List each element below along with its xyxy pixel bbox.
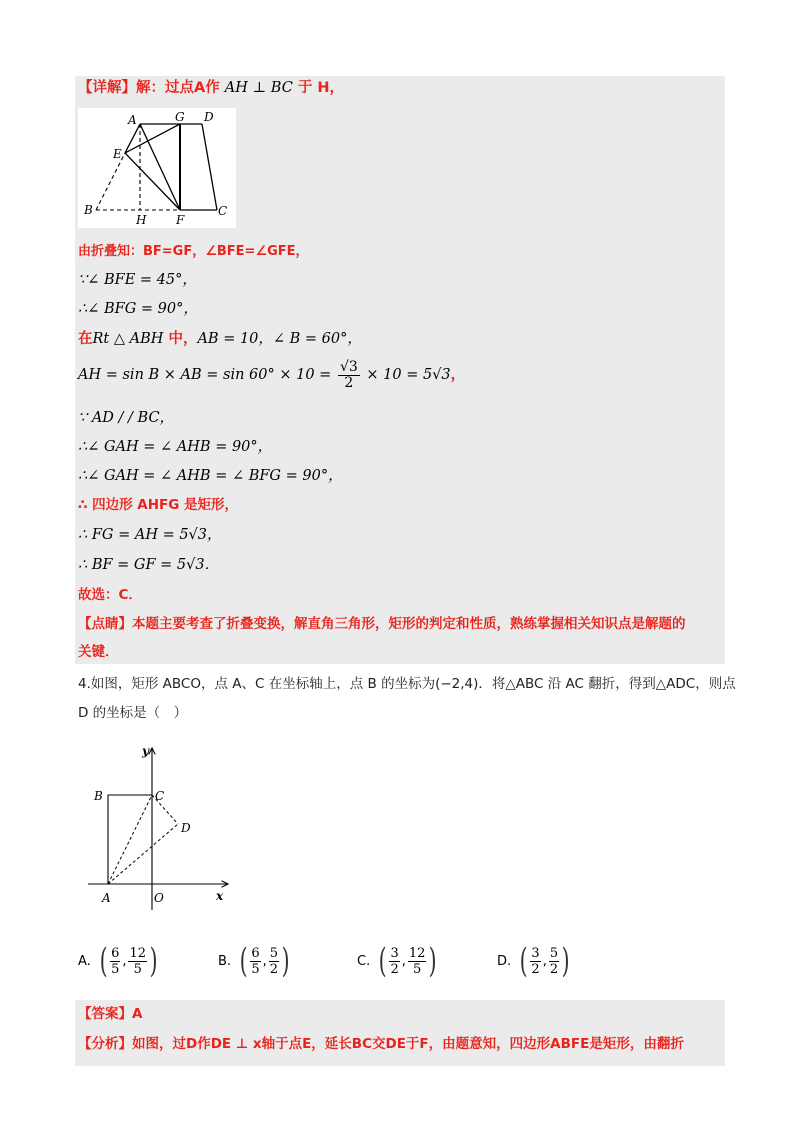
comment-tail: 关键．: [78, 644, 119, 660]
answer-value: A: [132, 1006, 143, 1022]
label-c: C: [218, 204, 228, 218]
question-line-1: 4.如图，矩形 ABCO，点 A、C 在坐标轴上，点 B 的坐标为(−2,4)．将△ABC 沿 AC 翻折，得到△ADC，则点: [78, 676, 736, 692]
segment-ac-dashed: [108, 795, 152, 884]
step-rt-abh: 在Rt △ ABH 中，AB = 10，∠ B = 60°，: [78, 331, 362, 347]
option-a-x: 6 5: [111, 945, 120, 977]
answer-shade: [75, 1000, 725, 1066]
label-a: A: [128, 113, 137, 127]
label-c2: C: [155, 789, 165, 803]
answer-tag: 【答案】: [78, 1006, 132, 1022]
answer: [78, 1004, 142, 1024]
option-b-x: 6 5: [251, 945, 260, 977]
label-e: E: [113, 147, 122, 161]
final-choice: 故选：C．: [78, 587, 142, 603]
step-ah-value: AH = sin B × AB = sin 60° × 10 = $\frac{√3}{2}$ × 10 = 5√3，: [78, 358, 466, 391]
option-b-y: 5 2: [269, 945, 279, 977]
label-h: H: [136, 213, 147, 227]
label-a2: A: [102, 891, 111, 905]
segment-ad-dashed: [108, 824, 178, 884]
label-x: x: [216, 889, 224, 903]
comment-tag: 【点睛】: [78, 616, 132, 632]
option-d-x: 3 2: [531, 945, 540, 977]
step-bfe-45: ∵∠ BFE = 45°，: [78, 272, 197, 288]
option-c-x: 3 2: [390, 945, 399, 977]
option-d-y: 5 2: [549, 945, 559, 977]
fold-figure: [78, 108, 236, 228]
option-b[interactable]: B. ( 6 5 , 5 2 ): [218, 941, 290, 981]
label-d2: D: [181, 821, 191, 835]
analysis: 【分析】如图，过D作DE ⊥ x轴于点E，延长BC交DE于F，由题意知，四边形ABFE是矩形，由翻折: [78, 1036, 684, 1052]
option-a[interactable]: A. ( 6 5 , 12 5 ): [78, 941, 158, 981]
option-a-y: 12 5: [129, 945, 147, 977]
label-b: B: [84, 203, 93, 217]
analysis-tag: 【分析】: [78, 1036, 132, 1052]
label-g: G: [175, 110, 185, 124]
step-gah-bfg: ∴∠ GAH = ∠ AHB = ∠ BFG = 90°，: [78, 468, 343, 484]
option-d[interactable]: D. ( 3 2 , 5 2 ): [497, 941, 570, 981]
label-o: O: [154, 891, 164, 905]
comment: 【点睛】本题主要考查了折叠变换，解直角三角形，矩形的判定和性质，熟练掌握相关知识点是解题的: [78, 616, 686, 632]
label-b2: B: [94, 789, 103, 803]
option-c[interactable]: C. ( 3 2 , 12 5 ): [357, 941, 438, 981]
coordinate-figure: [88, 742, 238, 912]
detail-tag: 【详解】: [78, 80, 136, 96]
fold-statement: 由折叠知：BF=GF，∠BFE=∠GFE，: [78, 244, 309, 259]
label-d: D: [204, 110, 214, 124]
step-rectangle: ∴ 四边形 AHFG 是矩形，: [78, 497, 239, 513]
step-parallel: ∵ AD / / BC，: [78, 410, 175, 426]
solution-intro: 【详解】解：过点A作 AH ⊥ BC 于 H，: [78, 80, 345, 96]
step-fg: ∴ FG = AH = 5√3，: [78, 527, 222, 543]
label-f: F: [176, 213, 185, 227]
question-line-2: D 的坐标是（ ）: [78, 705, 188, 721]
step-bf: ∴ BF = GF = 5√3．: [78, 557, 220, 573]
fraction-sqrt3-over-2: $\frac{√3}{2}$: [339, 358, 358, 391]
step-gah-ahb: ∴∠ GAH = ∠ AHB = 90°，: [78, 439, 273, 455]
option-c-y: 12 5: [408, 945, 426, 977]
label-y: y: [142, 744, 149, 758]
step-bfg-90: ∴∠ BFG = 90°，: [78, 301, 198, 317]
